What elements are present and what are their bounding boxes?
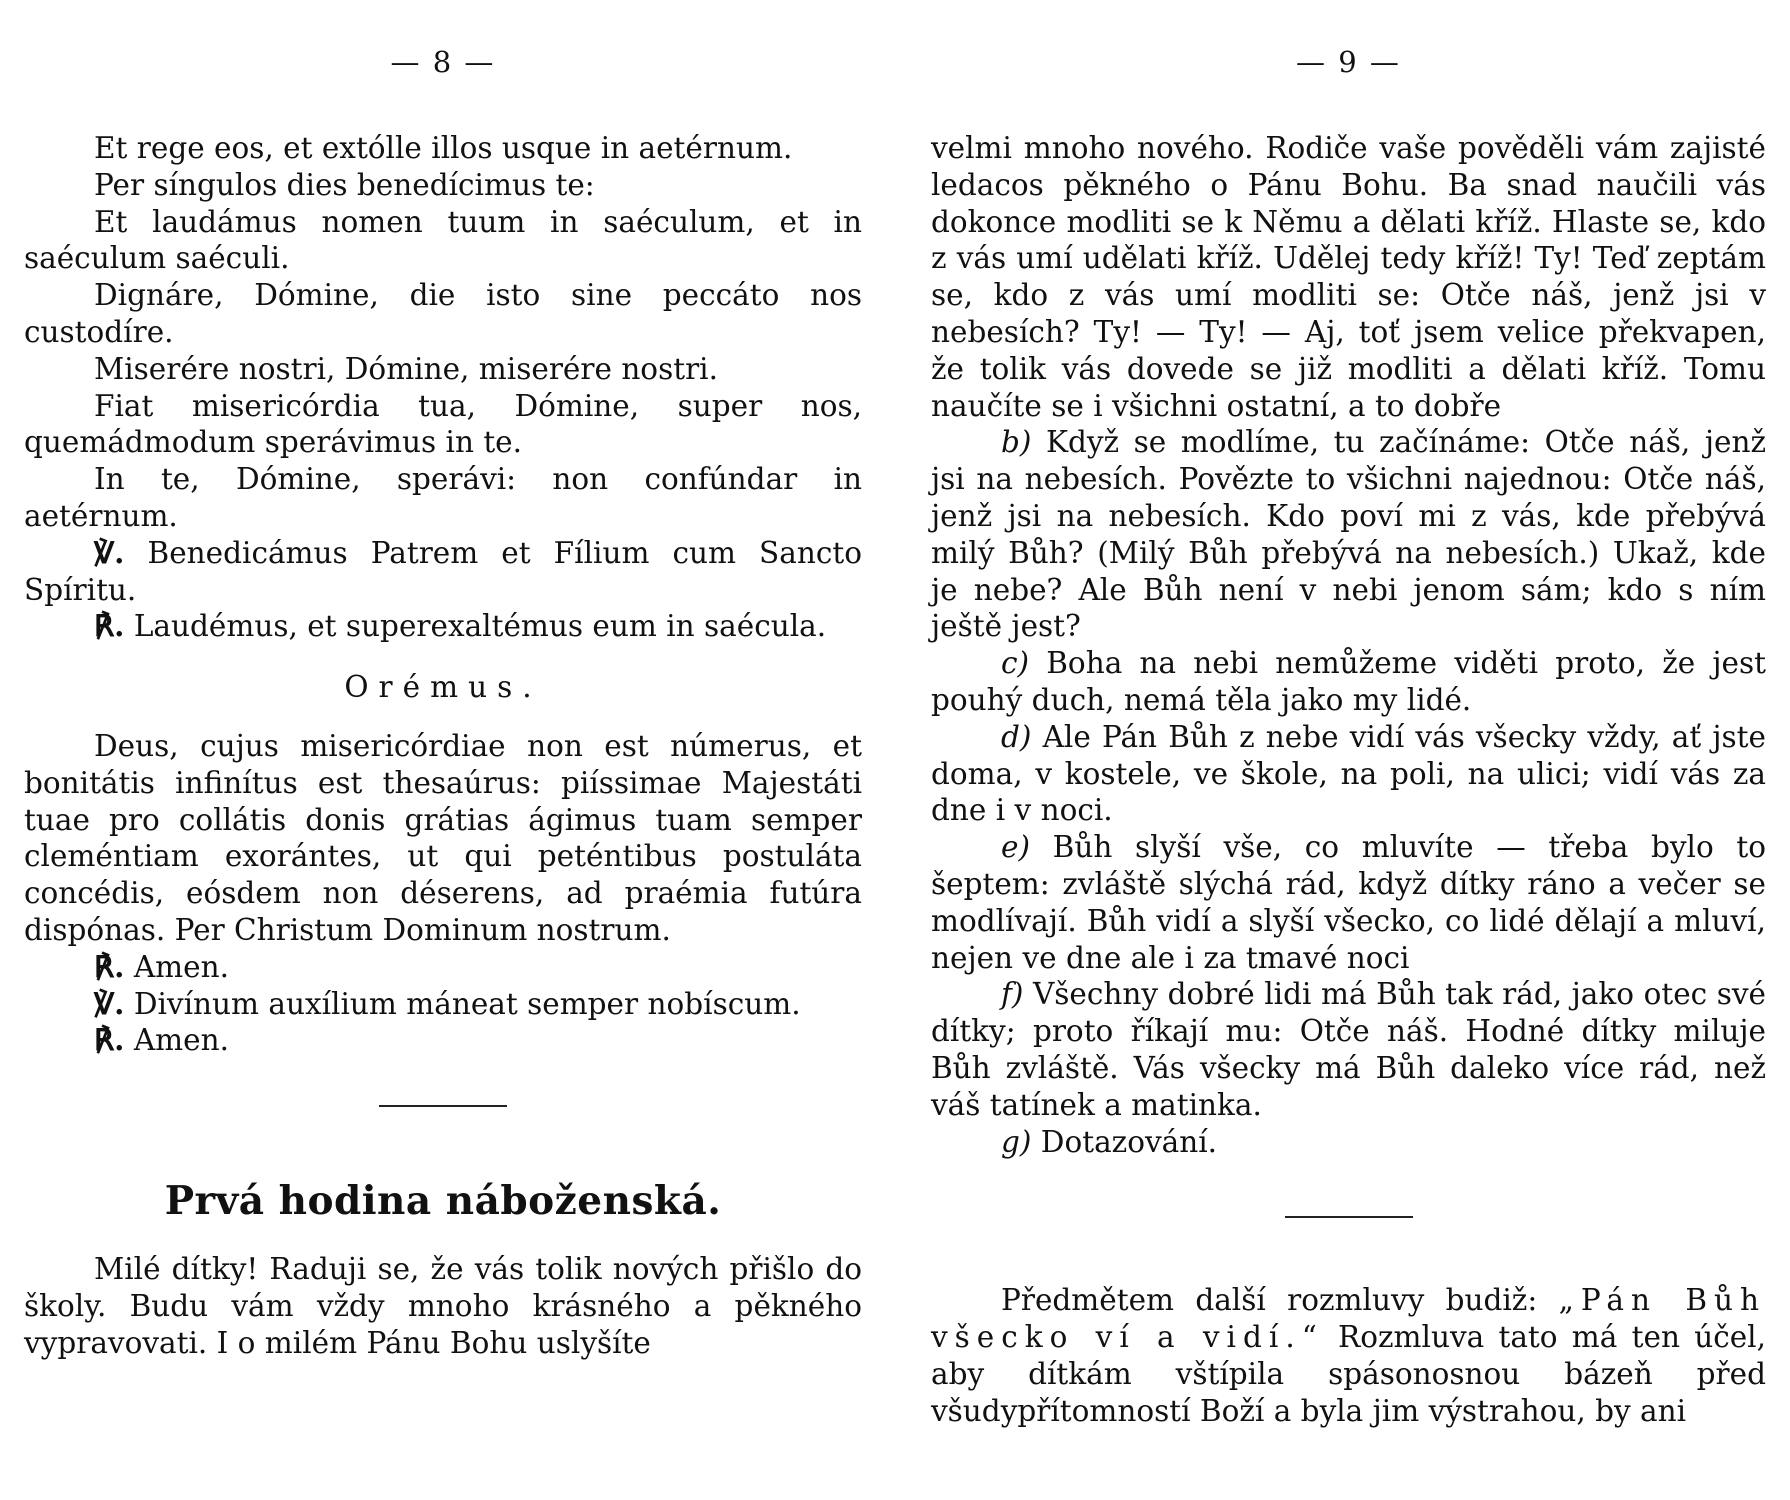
item-text: Bůh slyší vše, co mluvíte — třeba bylo to šeptem: zvláště slýchá rád, když dítky ráno a večer se modlívají. Bůh vidí a slyší všecko, co lidé dělají a mluví, nejen ve dne ale i za tmavé noci	[931, 830, 1766, 975]
versicle-line	[24, 535, 862, 609]
page-number: — 8 —	[390, 45, 496, 79]
item-text: Všechny dobré lidi má Bůh tak rád, jako otec své dítky; proto říkají mu: Otče náš. Hodné dítky miluje Bůh zvláště. Vás všecky má Bůh daleko více rád, než váš tatínek a matinka.	[931, 977, 1766, 1122]
right-page-body	[931, 130, 1766, 1430]
next-topic-quote: „Pán Bůh všecko ví a vidí.“	[931, 1283, 1766, 1355]
versicle-text: Benedicámus Patrem et Fílium cum Sancto Spíritu.	[24, 535, 862, 607]
item-label: e)	[1001, 830, 1030, 865]
left-page	[24, 0, 862, 1500]
response-line	[24, 949, 862, 986]
versicle-text: Divínum auxílium máneat semper nobíscum.	[133, 986, 801, 1021]
prayer-text: Deus, cujus misericórdiae non est númerus, et bonitátis infinítus est thesaúrus: piíssimae Majestáti tuae pro collátis donis grátias ágimus tuam semper cleméntiam exorántes, ut qui peténtibus postuláta concédis, eósdem non déserens, ad praémia futúra dispónas. Per Christum Dominum nostrum.	[24, 728, 862, 947]
item-label: b)	[1001, 425, 1032, 460]
item-label: d)	[1001, 719, 1032, 754]
list-item	[931, 424, 1766, 645]
page-number: — 9 —	[1296, 45, 1401, 79]
litany-line: In te, Dómine, sperávi: non confúndar in aetérnum.	[24, 462, 862, 533]
item-label: g)	[1001, 1124, 1032, 1159]
response-text: Amen.	[133, 949, 229, 984]
versicle-line	[24, 986, 862, 1023]
response-line	[24, 1022, 862, 1059]
right-page	[931, 0, 1766, 1500]
item-label: f)	[1001, 977, 1024, 1012]
oremus-heading: Orémus.	[344, 670, 542, 705]
litany-line: Fiat misericórdia tua, Dómine, super nos, quemádmodum sperávimus in te.	[24, 388, 862, 460]
next-topic-paragraph	[931, 1282, 1766, 1429]
response-line	[24, 608, 862, 645]
litany-line: Et laudámus nomen tuum in saéculum, et in saéculum saéculi.	[24, 204, 862, 276]
litany-line: Et rege eos, et extólle illos usque in aetérnum.	[94, 131, 793, 165]
response-text: Amen.	[133, 1023, 229, 1058]
section-text: Milé dítky! Raduji se, že vás tolik nových přišlo do školy. Budu vám vždy mnoho krásného a pěkného vypravovati. I o milém Pánu Bohu uslyšíte	[24, 1252, 862, 1360]
item-label: c)	[1001, 646, 1030, 681]
item-text: Ale Pán Bůh z nebe vidí vás všecky vždy, ať jste doma, v kostele, ve škole, na poli, na ulici; vidí vás za dne i v noci.	[931, 719, 1766, 828]
item-text: Když se modlíme, tu začínáme: Otče náš, jenž jsi na nebesích. Povězte to všichni najednou: Otče náš, jenž jsi na nebesích. Kdo poví mi z vás, kde přebývá milý Bůh? (Milý Bůh přebývá na nebesích.) Ukaž, kde je nebe? Ale Bůh není v nebi jenom sám; kdo s ním ještě jest?	[931, 425, 1766, 644]
intro-paragraph: velmi mnoho nového. Rodiče vaše pověděli vám zajisté ledacos pěkného o Pánu Bohu. Ba snad naučili vás dokonce modliti se k Němu a dělati kříž. Hlaste se, kdo z vás umí udělati kříž. Udělej tedy kříž! Ty! Teď zeptám se, kdo z vás umí modliti se: Otče náš, jenž jsi v nebesích? Ty! — Ty! — Aj, toť jsem velice překvapen, že tolik vás dovede se již modliti a dělati kříž. Tomu naučíte se i všichni ostatní, a to dobře	[931, 131, 1766, 423]
next-topic-rest: Rozmluva tato má ten účel, aby dítkám vštípila spásonosnou bázeň před všudypřítomností Boží a byla jim výstrahou, by ani	[931, 1320, 1766, 1428]
response-symbol: ℟.	[94, 948, 125, 984]
litany-line: Dignáre, Dómine, die isto sine peccáto nos custodíre.	[24, 278, 862, 349]
left-page-body	[24, 130, 862, 1362]
list-item	[931, 719, 1766, 829]
list-item	[931, 976, 1766, 1123]
versicle-symbol: ℣.	[94, 985, 125, 1021]
section-divider	[379, 1105, 507, 1107]
litany-line: Per síngulos dies benedícimus te:	[94, 167, 595, 202]
list-item	[931, 645, 1766, 719]
next-topic-lead: Předmětem další rozmluvy budiž:	[1001, 1283, 1538, 1318]
response-text: Laudémus, et superexaltémus eum in saécula.	[133, 609, 827, 644]
response-symbol: ℟.	[94, 1022, 125, 1058]
versicle-symbol: ℣.	[94, 534, 125, 570]
item-text: Dotazování.	[1040, 1124, 1218, 1159]
item-text: Boha na nebi nemůžeme viděti proto, že jest pouhý duch, nemá těla jako my lidé.	[931, 646, 1766, 717]
litany-line: Miserére nostri, Dómine, miserére nostri.	[94, 351, 718, 386]
section-title: Prvá hodina náboženská.	[164, 1178, 722, 1225]
list-item	[931, 1124, 1766, 1161]
section-divider	[1285, 1216, 1413, 1218]
list-item	[931, 829, 1766, 976]
response-symbol: ℟.	[94, 608, 125, 644]
